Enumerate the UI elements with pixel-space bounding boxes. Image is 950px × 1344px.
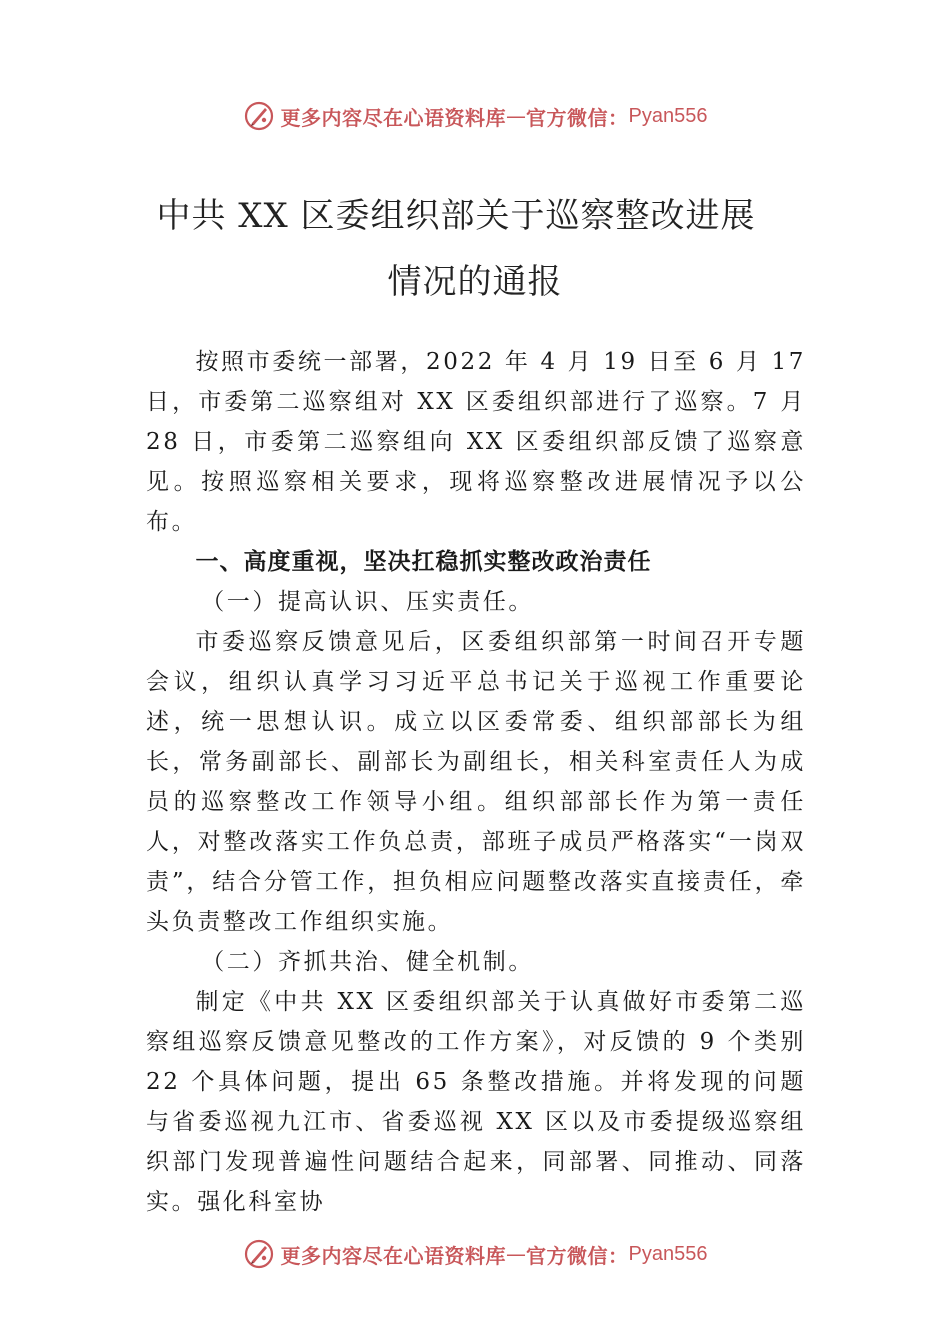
watermark-label: 官方微信： (526, 1243, 629, 1268)
watermark-brand: 更多内容尽在心语资料库 (280, 1243, 507, 1268)
watermark-account: Pyan556 (628, 1242, 708, 1265)
document-title-line-2: 情况的通报 (387, 262, 563, 302)
quill-pen-seal-icon (243, 1238, 275, 1270)
subsection-2-paragraph: 制定《中共 XX 区委组织部关于认真做好市委第二巡察组巡察反馈意见整改的工作方案》，对反馈的 9 个类别 22 个具体问题，提出 65 条整改措施。并将发现的问题与省委巡视九江市、省委巡视 XX 区以及市委提级巡察组织部门发现普遍性问题结合起来，同部署、同推动、同落实。强化科室协 (146, 989, 806, 1215)
intro-paragraph: 按照市委统一部署，2022 年 4 月 19 日至 6 月 17 日，市委第二巡察组对 XX 区委组织部进行了巡察。7 月 28 日，市委第二巡察组向 XX 区委组织部反馈了巡察意见。按照巡察相关要求，现将巡察整改进展情况予以公布。 (146, 349, 806, 535)
document-body (146, 342, 806, 1222)
document-title-line-1: 中共 XX 区委组织部关于巡察整改进展 (156, 196, 756, 236)
watermark-account: Pyan556 (628, 104, 708, 127)
watermark-separator: — (506, 1242, 527, 1266)
header-watermark (0, 96, 950, 136)
subsection-heading-1: （一）提高认识、压实责任。 (201, 589, 534, 615)
footer-watermark (0, 1234, 950, 1274)
watermark-label: 官方微信： (526, 105, 629, 130)
quill-pen-seal-icon (243, 100, 275, 132)
watermark-brand: 更多内容尽在心语资料库 (280, 105, 507, 130)
watermark-separator: — (506, 104, 527, 128)
subsection-heading-2: （二）齐抓共治、健全机制。 (201, 949, 534, 975)
section-heading-1: 一、高度重视，坚决扛稳抓实整改政治责任 (195, 549, 652, 575)
subsection-1-paragraph: 市委巡察反馈意见后，区委组织部第一时间召开专题会议，组织认真学习习近平总书记关于巡视工作重要论述，统一思想认识。成立以区委常委、组织部部长为组长，常务副部长、副部长为副组长，相关科室责任人为成员的巡察整改工作领导小组。组织部部长作为第一责任人，对整改落实工作负总责，部班子成员严格落实“一岗双责”，结合分管工作，担负相应问题整改落实直接责任，牵头负责整改工作组织实施。 (146, 629, 806, 935)
